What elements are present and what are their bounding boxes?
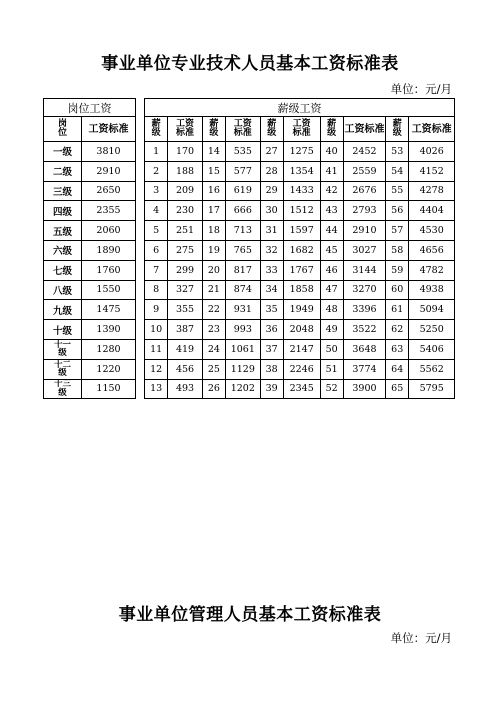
- pay-level-cell: 40: [320, 142, 343, 162]
- pay-scale-row: [145, 240, 455, 260]
- position-row: [44, 260, 136, 280]
- pay-amount-cell: 4530: [409, 221, 455, 241]
- pay-level-cell: 49: [320, 320, 343, 340]
- position-level-cell: 二级: [44, 161, 82, 181]
- position-row: [44, 320, 136, 340]
- position-salary-table: [43, 98, 136, 399]
- position-col-header: 岗 位: [44, 117, 82, 142]
- position-salary-cell: 1475: [82, 300, 136, 320]
- position-row: [44, 161, 136, 181]
- pay-level-cell: 1: [145, 142, 168, 162]
- pay-level-cell: 29: [260, 181, 283, 201]
- pay-amount-cell: 577: [226, 161, 260, 181]
- mgmt-table-title: 事业单位管理人员基本工资标准表: [118, 605, 382, 625]
- position-salary-cell: 1220: [82, 359, 136, 379]
- pay-level-cell: 12: [145, 359, 168, 379]
- pay-level-cell: 44: [320, 221, 343, 241]
- pay-level-cell: 60: [386, 280, 409, 300]
- position-row: [44, 339, 136, 359]
- mgmt-table-unit: 单位：元/月: [390, 631, 452, 645]
- pay-level-cell: 55: [386, 181, 409, 201]
- pay-amount-cell: 3144: [343, 260, 385, 280]
- pay-level-cell: 34: [260, 280, 283, 300]
- pay-amount-cell: 1433: [283, 181, 320, 201]
- pay-amount-cell: 5795: [409, 379, 455, 399]
- pay-amount-cell: 2676: [343, 181, 385, 201]
- pay-amount-cell: 817: [226, 260, 260, 280]
- pay-level-cell: 64: [386, 359, 409, 379]
- pay-amount-cell: 666: [226, 201, 260, 221]
- pay-std-col-header: 工资 标准: [226, 117, 260, 142]
- pay-amount-cell: 230: [168, 201, 202, 221]
- position-salary-cell: 2650: [82, 181, 136, 201]
- position-salary-cell: 1760: [82, 260, 136, 280]
- pay-level-cell: 33: [260, 260, 283, 280]
- pay-scale-row: [145, 320, 455, 340]
- position-salary-cell: 2060: [82, 221, 136, 241]
- pay-amount-cell: 4278: [409, 181, 455, 201]
- pay-level-col-header: 薪 级: [386, 117, 409, 142]
- position-level-cell: 四级: [44, 201, 82, 221]
- pay-level-cell: 11: [145, 339, 168, 359]
- pay-amount-cell: 327: [168, 280, 202, 300]
- pay-amount-cell: 993: [226, 320, 260, 340]
- position-row: [44, 280, 136, 300]
- position-row: [44, 240, 136, 260]
- pay-level-cell: 26: [202, 379, 225, 399]
- pay-amount-cell: 2910: [343, 221, 385, 241]
- pay-level-cell: 42: [320, 181, 343, 201]
- pay-amount-cell: 3900: [343, 379, 385, 399]
- pay-amount-cell: 619: [226, 181, 260, 201]
- position-salary-cell: 2355: [82, 201, 136, 221]
- position-salary-cell: 1150: [82, 379, 136, 399]
- pay-amount-cell: 387: [168, 320, 202, 340]
- pay-level-cell: 53: [386, 142, 409, 162]
- pay-scale-row: [145, 339, 455, 359]
- pay-amount-cell: 5094: [409, 300, 455, 320]
- pay-amount-cell: 1512: [283, 201, 320, 221]
- pay-level-cell: 63: [386, 339, 409, 359]
- pay-level-cell: 4: [145, 201, 168, 221]
- pay-amount-cell: 2559: [343, 161, 385, 181]
- pay-level-cell: 59: [386, 260, 409, 280]
- pay-level-cell: 16: [202, 181, 225, 201]
- pay-scale-row: [145, 280, 455, 300]
- pay-level-cell: 56: [386, 201, 409, 221]
- pay-level-cell: 48: [320, 300, 343, 320]
- pay-level-cell: 45: [320, 240, 343, 260]
- pay-amount-cell: 251: [168, 221, 202, 241]
- pay-amount-cell: 3396: [343, 300, 385, 320]
- position-level-cell: 十三 级: [44, 379, 82, 399]
- pay-level-cell: 58: [386, 240, 409, 260]
- pay-amount-cell: 209: [168, 181, 202, 201]
- pay-level-cell: 19: [202, 240, 225, 260]
- pay-level-cell: 37: [260, 339, 283, 359]
- position-salary-cell: 1390: [82, 320, 136, 340]
- pay-level-cell: 41: [320, 161, 343, 181]
- pay-level-cell: 31: [260, 221, 283, 241]
- pay-level-cell: 9: [145, 300, 168, 320]
- pay-amount-cell: 4026: [409, 142, 455, 162]
- position-row: [44, 379, 136, 399]
- pay-amount-cell: 1129: [226, 359, 260, 379]
- pay-level-cell: 43: [320, 201, 343, 221]
- pay-amount-cell: 3648: [343, 339, 385, 359]
- pay-level-cell: 27: [260, 142, 283, 162]
- pay-amount-cell: 4938: [409, 280, 455, 300]
- pay-scale-row: [145, 221, 455, 241]
- pay-level-cell: 46: [320, 260, 343, 280]
- pay-level-cell: 52: [320, 379, 343, 399]
- pay-amount-cell: 5562: [409, 359, 455, 379]
- position-level-cell: 六级: [44, 240, 82, 260]
- pay-amount-cell: 493: [168, 379, 202, 399]
- pay-amount-cell: 4152: [409, 161, 455, 181]
- pay-amount-cell: 931: [226, 300, 260, 320]
- pay-level-cell: 5: [145, 221, 168, 241]
- pay-amount-cell: 874: [226, 280, 260, 300]
- position-salary-cell: 1890: [82, 240, 136, 260]
- pay-level-cell: 50: [320, 339, 343, 359]
- pay-level-cell: 6: [145, 240, 168, 260]
- pay-amount-cell: 765: [226, 240, 260, 260]
- pay-scale-group-header: 薪级工资: [145, 99, 455, 117]
- position-level-cell: 五级: [44, 221, 82, 241]
- pay-level-cell: 15: [202, 161, 225, 181]
- position-salary-cell: 2910: [82, 161, 136, 181]
- pay-level-cell: 7: [145, 260, 168, 280]
- pay-amount-cell: 1682: [283, 240, 320, 260]
- pay-scale-table: [144, 98, 455, 399]
- pay-level-cell: 57: [386, 221, 409, 241]
- pay-amount-cell: 299: [168, 260, 202, 280]
- pay-amount-cell: 1597: [283, 221, 320, 241]
- pay-amount-cell: 3522: [343, 320, 385, 340]
- pay-level-cell: 36: [260, 320, 283, 340]
- position-row: [44, 142, 136, 162]
- pay-level-col-header: 薪 级: [145, 117, 168, 142]
- pay-amount-cell: 1858: [283, 280, 320, 300]
- pay-amount-cell: 2246: [283, 359, 320, 379]
- pay-scale-row: [145, 300, 455, 320]
- pay-level-cell: 51: [320, 359, 343, 379]
- pay-amount-cell: 1275: [283, 142, 320, 162]
- position-salary-cell: 3810: [82, 142, 136, 162]
- pay-amount-cell: 2147: [283, 339, 320, 359]
- pay-amount-cell: 3774: [343, 359, 385, 379]
- pay-level-cell: 13: [145, 379, 168, 399]
- position-level-cell: 十二 级: [44, 359, 82, 379]
- position-std-col-header: 工资标准: [82, 117, 136, 142]
- position-level-cell: 七级: [44, 260, 82, 280]
- pay-amount-cell: 1061: [226, 339, 260, 359]
- pay-amount-cell: 713: [226, 221, 260, 241]
- pay-level-cell: 39: [260, 379, 283, 399]
- position-row: [44, 201, 136, 221]
- pay-amount-cell: 4782: [409, 260, 455, 280]
- pay-amount-cell: 3270: [343, 280, 385, 300]
- pay-level-cell: 65: [386, 379, 409, 399]
- pay-std-col-header: 工资 标准: [168, 117, 202, 142]
- position-level-cell: 三级: [44, 181, 82, 201]
- pay-amount-cell: 456: [168, 359, 202, 379]
- pay-amount-cell: 1949: [283, 300, 320, 320]
- pay-level-cell: 18: [202, 221, 225, 241]
- position-row: [44, 221, 136, 241]
- pay-level-cell: 17: [202, 201, 225, 221]
- pay-amount-cell: 2793: [343, 201, 385, 221]
- pay-level-cell: 38: [260, 359, 283, 379]
- pay-level-cell: 54: [386, 161, 409, 181]
- pay-amount-cell: 5250: [409, 320, 455, 340]
- pay-amount-cell: 3027: [343, 240, 385, 260]
- position-salary-group-header: 岗位工资: [44, 99, 136, 117]
- pay-level-cell: 23: [202, 320, 225, 340]
- pay-amount-cell: 188: [168, 161, 202, 181]
- pay-level-cell: 25: [202, 359, 225, 379]
- pay-level-cell: 3: [145, 181, 168, 201]
- pay-level-cell: 35: [260, 300, 283, 320]
- pay-amount-cell: 1354: [283, 161, 320, 181]
- position-salary-cell: 1550: [82, 280, 136, 300]
- pay-level-col-header: 薪 级: [202, 117, 225, 142]
- position-salary-cell: 1280: [82, 339, 136, 359]
- pay-amount-cell: 4404: [409, 201, 455, 221]
- pay-level-cell: 47: [320, 280, 343, 300]
- pay-level-col-header: 薪 级: [260, 117, 283, 142]
- pay-amount-cell: 4656: [409, 240, 455, 260]
- pay-level-cell: 14: [202, 142, 225, 162]
- pay-amount-cell: 1202: [226, 379, 260, 399]
- pay-amount-cell: 275: [168, 240, 202, 260]
- position-level-cell: 一级: [44, 142, 82, 162]
- pay-scale-row: [145, 260, 455, 280]
- pay-scale-row: [145, 359, 455, 379]
- pay-level-cell: 8: [145, 280, 168, 300]
- pay-scale-row: [145, 142, 455, 162]
- pay-level-cell: 30: [260, 201, 283, 221]
- pay-amount-cell: 5406: [409, 339, 455, 359]
- pay-level-col-header: 薪 级: [320, 117, 343, 142]
- position-level-cell: 八级: [44, 280, 82, 300]
- pay-level-cell: 24: [202, 339, 225, 359]
- pay-level-cell: 21: [202, 280, 225, 300]
- pay-amount-cell: 170: [168, 142, 202, 162]
- tech-table-unit: 单位：元/月: [390, 82, 452, 96]
- pay-level-cell: 10: [145, 320, 168, 340]
- pay-level-cell: 20: [202, 260, 225, 280]
- pay-amount-cell: 1767: [283, 260, 320, 280]
- position-row: [44, 300, 136, 320]
- pay-level-cell: 28: [260, 161, 283, 181]
- pay-amount-cell: 535: [226, 142, 260, 162]
- pay-amount-cell: 2345: [283, 379, 320, 399]
- pay-level-cell: 2: [145, 161, 168, 181]
- pay-level-cell: 22: [202, 300, 225, 320]
- position-row: [44, 181, 136, 201]
- pay-std-col-header: 工资标准: [409, 117, 455, 142]
- pay-level-cell: 61: [386, 300, 409, 320]
- pay-scale-row: [145, 201, 455, 221]
- position-level-cell: 九级: [44, 300, 82, 320]
- pay-amount-cell: 2048: [283, 320, 320, 340]
- pay-amount-cell: 419: [168, 339, 202, 359]
- pay-std-col-header: 工资 标准: [283, 117, 320, 142]
- pay-level-cell: 62: [386, 320, 409, 340]
- pay-std-col-header: 工资标准: [343, 117, 385, 142]
- pay-amount-cell: 2452: [343, 142, 385, 162]
- pay-scale-row: [145, 379, 455, 399]
- tech-table-title: 事业单位专业技术人员基本工资标准表: [101, 54, 399, 74]
- position-level-cell: 十一 级: [44, 339, 82, 359]
- pay-scale-row: [145, 181, 455, 201]
- pay-scale-row: [145, 161, 455, 181]
- position-level-cell: 十级: [44, 320, 82, 340]
- position-row: [44, 359, 136, 379]
- pay-amount-cell: 355: [168, 300, 202, 320]
- pay-level-cell: 32: [260, 240, 283, 260]
